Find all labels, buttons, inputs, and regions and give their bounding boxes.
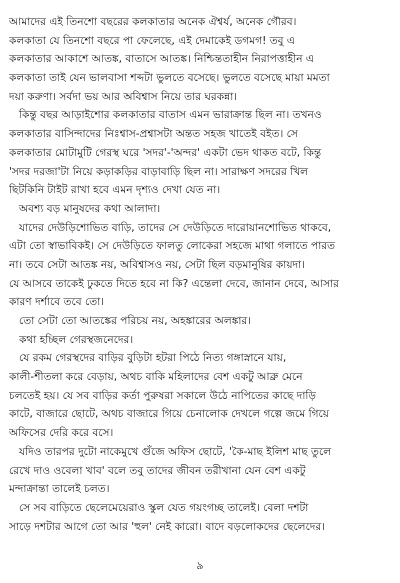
body-text [9, 13, 392, 536]
paragraph-start-line: কিন্তু বছর আড়াইশোর কলকাতার বাতাস এমন ভারাক্রান্ত ছিল না। তখনও [19, 109, 322, 122]
paragraph-start-line: তো সেটা তো আতঙ্কের পরিচয় নয়, অহঙ্কারের অলঙ্কার। [19, 315, 252, 327]
text-line: দয়া করুণা। সর্বদা ভয় আর অবিশ্বাস নিয়ে তার ঘরকন্না। [9, 90, 238, 103]
text-line: কলকাতা যে তিনশো বছরে পা ফেলেছে, এই দেমাকেই ডগমগ! তবু এ [9, 34, 295, 47]
paragraph-start-line: কথা হচ্ছিল গেরস্থজনেদের। [19, 333, 134, 346]
page-number: ৯ [196, 559, 204, 572]
text-line: রেখে দাও ওবেলা খাব' বলে তবু তাদের জীবন তরীখানা যেন বেশ একটু [9, 464, 306, 477]
text-line: কলকাতার মোটামুটি গেরস্থ ঘরে 'সদর'-'অন্দর' একটা ভেদ থাকত বটে, কিন্তু [9, 146, 322, 159]
text-line: সাড়ে দশটার আগে তো আর 'হুল' নেই কারো। বাদে বড়লোকদের ছেলেদের। [9, 520, 326, 533]
paragraph-start-line: যে রকম গেরস্থদের বাড়ির বুড়িটা হটরা পিঠে নিত্য গঙ্গাস্নানে যায়, [19, 352, 287, 365]
text-line: যে আসবে তাকেই ঢুকতে দিতে হবে না কি? এন্তেলা দেবে, জানান দেবে, আসার [9, 277, 339, 290]
paragraph-start-line: অবশ্য বড় মানুষদের কথা আলাদা। [19, 202, 161, 215]
text-line: মন্দাক্রান্তা তালেই চলত। [9, 483, 110, 496]
text-line: না। তবে সেটা আতঙ্ক নয়, অবিশ্বাসও নয়, সেটা ছিল বড়মানুষির কায়দা। [9, 258, 305, 271]
text-line: কাটে, বাজারে ছোটে, অথচ বাজারে গিয়ে চেনালোক দেখলে গল্পে জমে গিয়ে [9, 408, 330, 421]
text-line: কলকাতা তাই যেন ভালবাসা শব্দটা ভুলতে বসেছে। ভুলতে বসেছে মায়া মমতা [9, 72, 330, 85]
text-line: কালী-শীতলা করে বেড়ায়, অথচ বাকি মহিলাদের বেশ একটু আব্রু মেনে [9, 371, 303, 384]
text-line: ছিটকিনি টাইট রাখা হবে এমন দৃশ্যও দেখা যেত না। [9, 184, 221, 197]
text-line: আমাদের এই তিনশো বছরের কলকাতার অনেক ঐশ্বর্য, অনেক গৌরব। [9, 16, 297, 28]
text-line: কলকাতার বাসিন্দাদের নিঃশ্বাস-প্রশ্বাসটা অন্তত সহজ খাতেই বইত। সে [9, 128, 298, 141]
text-line: 'সদর দরজা'টা নিয়ে কড়াকড়ির বাড়াবাড়ি ছিল না। সারাক্ষণ সদরের খিল [9, 165, 309, 178]
paragraph-start-line: সে সব বাড়িতে ছেলেমেয়েরাও স্কুল যেত গয়ংগচ্ছ তালেই। বেলা দশটা [19, 501, 309, 514]
paragraph-start-line: যদিও তারপর দুটো নাকেমুখে গুঁজে অফিস ছোটে, 'কৈ-মাছ ইলিশ মাছ তুলে [19, 445, 332, 458]
paragraph-start-line: যাদের দেউড়িশোভিত বাড়ি, তাদের সে দেউড়িতে দারোয়ানশোভিত থাকবে, [19, 221, 332, 234]
text-line: অফিসের দেরি করে বসে। [9, 427, 114, 440]
text-line: এটা তো স্বাভাবিকই। সে দেউড়িতে ফালতু লোকেরা সহজে মাথা গলাতে পারত [9, 240, 336, 253]
text-line: কারণ দর্শাবে তবে তো। [9, 296, 105, 309]
text-line: কলকাতার আকাশে আতঙ্ক, বাতাসে আতঙ্ক। নিশ্চিন্ততাহীন নিরাপত্তাহীন এ [9, 53, 314, 66]
text-line: চলতেই হয়। যে সব বাড়ির কর্তা পুরুষরা সকালে উঠে নাপিতের কাছে দাড়ি [9, 389, 316, 402]
